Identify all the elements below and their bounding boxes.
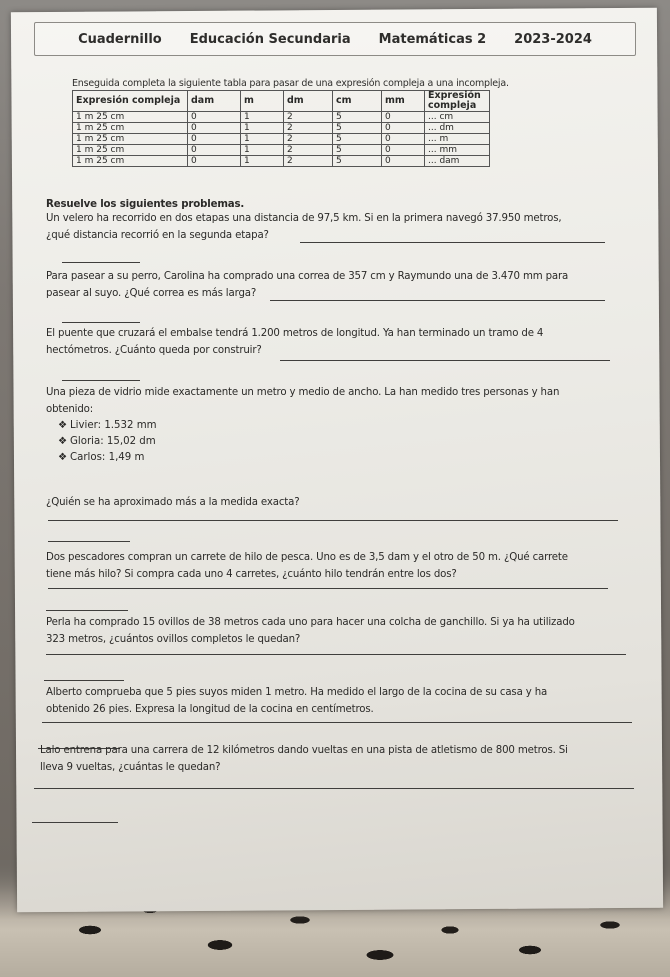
problem-3-line-1: El puente que cruzará el embalse tendrá 1.200 metros de longitud. Ya han terminado un tramo de 4 [46, 328, 544, 339]
table-cell: ... mm [425, 145, 490, 156]
table-row [73, 145, 490, 156]
table-cell: 1 m 25 cm [73, 134, 188, 145]
table-cell: 2 [284, 123, 333, 134]
table-cell: 2 [284, 134, 333, 145]
table-cell: 5 [333, 123, 382, 134]
problem-7 [46, 684, 630, 718]
table-cell: 2 [284, 145, 333, 156]
worksheet-header [34, 22, 636, 56]
answer-line-1a [300, 242, 605, 243]
table-cell: 1 m 25 cm [73, 123, 188, 134]
conversion-table [72, 90, 490, 167]
problem-6-line-1: Perla ha comprado 15 ovillos de 38 metros cada uno para hacer una colcha de ganchillo. Si ya ha utilizado [46, 617, 575, 628]
table-cell: 1 [241, 156, 284, 167]
table-header-cell: m [241, 91, 284, 112]
list-item-text: Gloria: 15,02 dm [70, 436, 156, 447]
problem-1 [46, 210, 630, 244]
answer-line-4b [48, 541, 130, 542]
problem-7-line-2: obtenido 26 pies. Expresa la longitud de la cocina en centímetros. [46, 704, 374, 715]
table-cell: ... dam [425, 156, 490, 167]
table-cell: 0 [188, 145, 241, 156]
table-cell: 5 [333, 145, 382, 156]
list-item [58, 434, 157, 450]
table-cell: 0 [382, 123, 425, 134]
section-title: Resuelve los siguientes problemas. [46, 199, 245, 210]
table-header-cell: dm [284, 91, 333, 112]
table-cell: 1 m 25 cm [73, 112, 188, 123]
diamond-bullet-icon: ❖ [58, 436, 68, 447]
list-item-text: Livier: 1.532 mm [70, 420, 157, 431]
problem-1-line-2: ¿qué distancia recorrió en la segunda etapa? [46, 230, 269, 241]
problem-2-line-1: Para pasear a su perro, Carolina ha comprado una correa de 357 cm y Raymundo una de 3.470 mm para [46, 271, 569, 282]
header-booklet: Cuadernillo [78, 31, 162, 47]
table-cell: 0 [382, 145, 425, 156]
problem-7-line-1: Alberto comprueba que 5 pies suyos miden 1 metro. Ha medido el largo de la cocina de su casa y ha [46, 687, 548, 698]
problem-8-line-1: Lalo entrena para una carrera de 12 kilómetros dando vueltas en una pista de atletismo de 800 metros. Si [40, 745, 568, 756]
answer-line-7a [42, 722, 632, 723]
problem-3-line-2: hectómetros. ¿Cuánto queda por construir? [46, 345, 262, 356]
problem-5 [46, 549, 630, 583]
answer-line-5b [46, 610, 128, 611]
answer-line-2a [270, 300, 605, 301]
problem-1-line-1: Un velero ha recorrido en dos etapas una distancia de 97,5 km. Si en la primera navegó 37.950 metros, [46, 213, 562, 224]
problem-4-line-1: Una pieza de vidrio mide exactamente un metro y medio de ancho. La han medido tres personas y han [46, 387, 560, 398]
list-item [58, 450, 157, 466]
header-level: Educación Secundaria [189, 31, 351, 47]
table-instruction: Enseguida completa la siguiente tabla para pasar de una expresión compleja a una incompleja. [72, 78, 509, 89]
table-row [73, 134, 490, 145]
list-item [58, 418, 157, 434]
list-item-text: Carlos: 1,49 m [70, 452, 145, 463]
table-cell: 1 m 25 cm [73, 145, 188, 156]
problem-8 [40, 742, 634, 776]
table-cell: 0 [188, 112, 241, 123]
table-header-cell: dam [188, 91, 241, 112]
table-cell: 0 [188, 156, 241, 167]
table-cell: 1 [241, 123, 284, 134]
problem-6 [46, 614, 630, 648]
answer-line-4a [48, 520, 618, 521]
table-header-cell: cm [333, 91, 382, 112]
table-cell: 1 [241, 145, 284, 156]
diamond-bullet-icon: ❖ [58, 452, 68, 463]
table-cell: 2 [284, 156, 333, 167]
problem-2 [46, 268, 630, 302]
table-cell: 5 [333, 156, 382, 167]
measurement-list [58, 418, 157, 466]
diamond-bullet-icon: ❖ [58, 420, 68, 431]
table-cell: 0 [188, 134, 241, 145]
table-row [73, 156, 490, 167]
answer-line-8a [34, 788, 634, 789]
problem-3 [46, 325, 630, 359]
table-cell: 1 m 25 cm [73, 156, 188, 167]
answer-line-6b [44, 680, 124, 681]
problem-4-line-2: obtenido: [46, 404, 94, 415]
answer-line-5a [48, 588, 608, 589]
table-cell: 0 [188, 123, 241, 134]
table-cell: ... m [425, 134, 490, 145]
problem-4-question: ¿Quién se ha aproximado más a la medida exacta? [46, 497, 300, 508]
table-cell: 0 [382, 112, 425, 123]
table-cell: ... dm [425, 123, 490, 134]
problem-6-line-2: 323 metros, ¿cuántos ovillos completos le quedan? [46, 634, 301, 645]
header-subject: Matemáticas 2 [378, 31, 487, 47]
answer-line-3a [280, 360, 610, 361]
table-cell: 0 [382, 156, 425, 167]
table-row [73, 123, 490, 134]
header-year: 2023-2024 [514, 31, 592, 47]
problem-8-line-2: lleva 9 vueltas, ¿cuántas le quedan? [40, 762, 221, 773]
table-header-cell: mm [382, 91, 425, 112]
table-header-cell: Expresión compleja [73, 91, 188, 112]
table-header-row [73, 91, 490, 112]
answer-line-3b [62, 380, 140, 381]
answer-line-2b [62, 322, 140, 323]
table-cell: ... cm [425, 112, 490, 123]
table-cell: 1 [241, 134, 284, 145]
problem-5-line-2: tiene más hilo? Si compra cada uno 4 carretes, ¿cuánto hilo tendrán entre los dos? [46, 569, 457, 580]
answer-line-1b [62, 262, 140, 263]
table-cell: 0 [382, 134, 425, 145]
problem-4 [46, 384, 630, 418]
problem-2-line-2: pasear al suyo. ¿Qué correa es más larga? [46, 288, 257, 299]
table-cell: 1 [241, 112, 284, 123]
table-row [73, 112, 490, 123]
answer-line-6a [46, 654, 626, 655]
table-cell: 5 [333, 112, 382, 123]
table-header-cell: Expresión compleja [425, 91, 490, 112]
table-cell: 5 [333, 134, 382, 145]
answer-line-8b [32, 822, 118, 823]
table-cell: 2 [284, 112, 333, 123]
problem-5-line-1: Dos pescadores compran un carrete de hilo de pesca. Uno es de 3,5 dam y el otro de 50 m. ¿Qué carrete [46, 552, 568, 563]
